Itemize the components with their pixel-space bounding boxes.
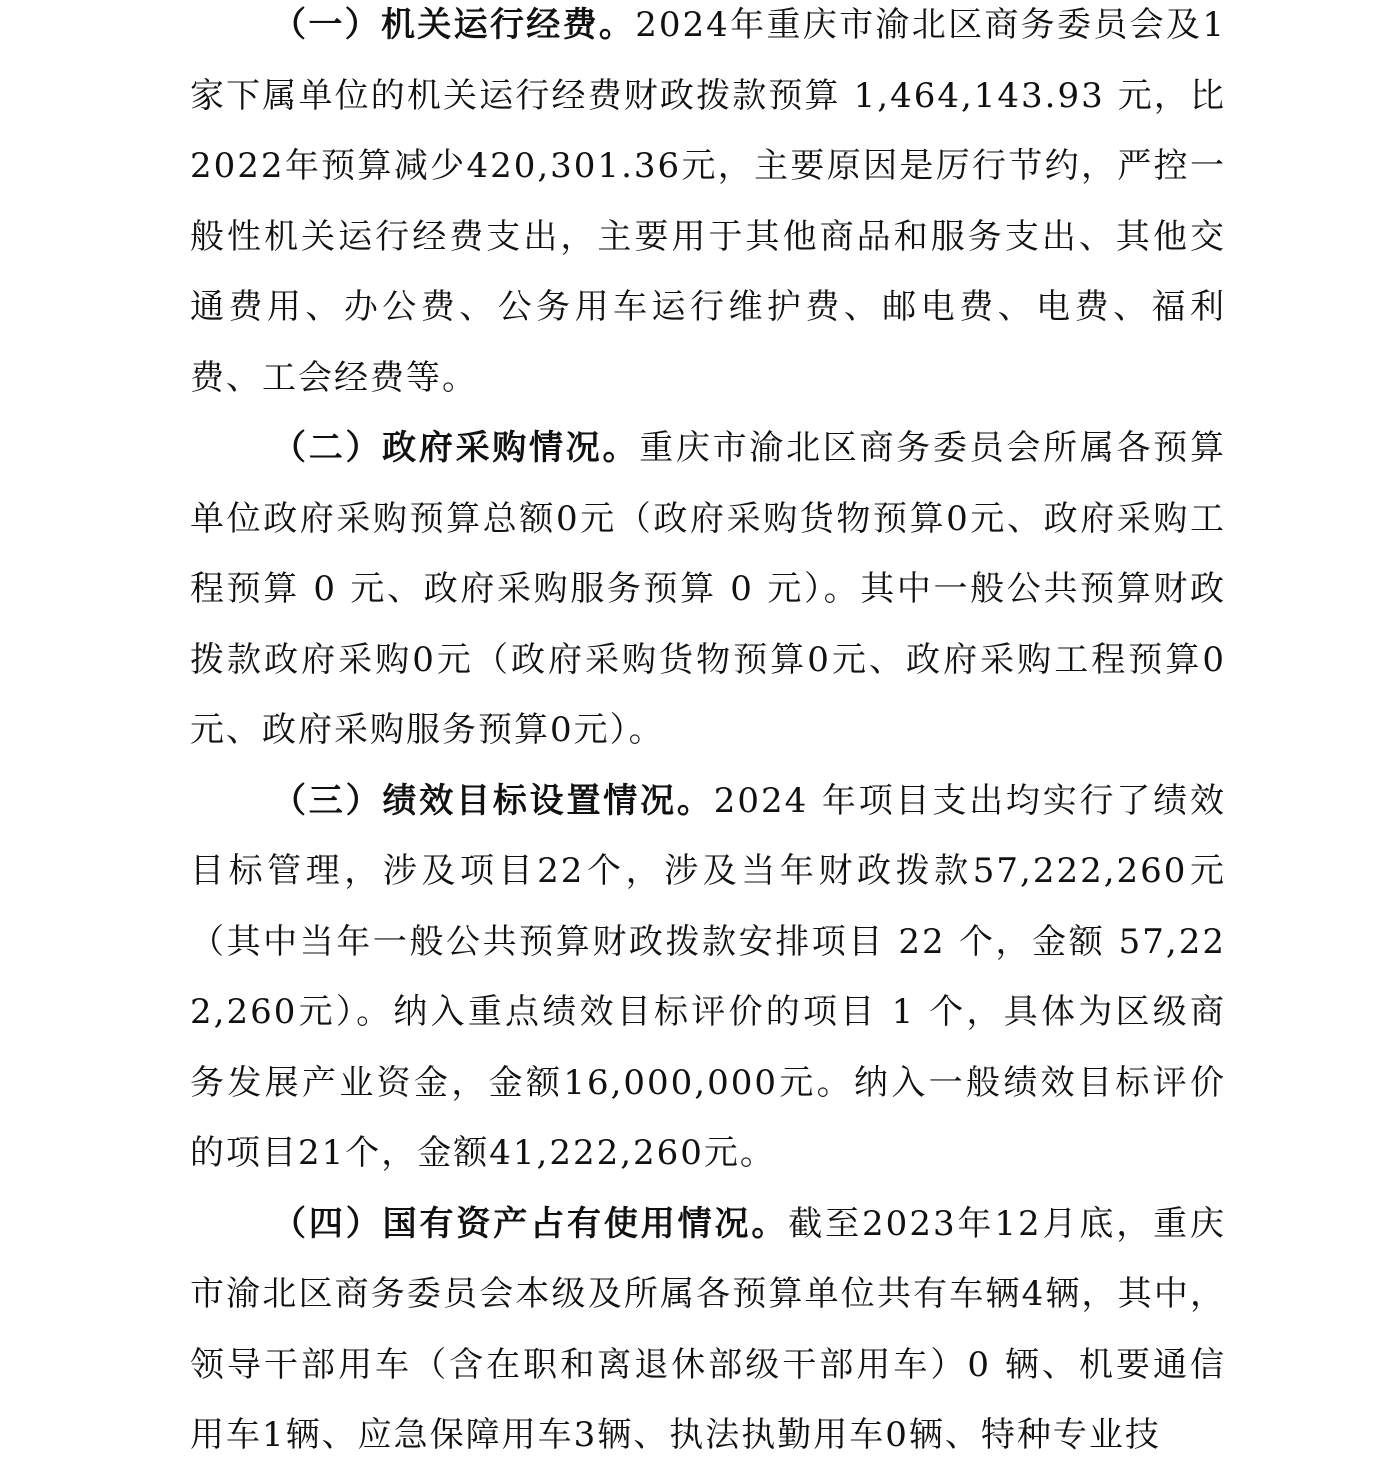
paragraph-heading: （三）绩效目标设置情况。 xyxy=(272,780,714,821)
paragraph-heading: （一）机关运行经费。 xyxy=(272,5,636,45)
paragraph-body: 2024 年项目支出均实行了绩效目标管理，涉及项目22个，涉及当年财政拨款57,222,260元（其中当年一般公共预算财政拨款安排项目 22 个，金额 57,222,260元）。纳入重点绩效目标评价的项目 1 个，具体为区级商务发展产业资金，金额16,000,000元。纳入一般绩效目标评价的项目21个，金额41,222,260元。 xyxy=(190,780,1226,1173)
paragraph-body: 截至2023年12月底，重庆市渝北区商务委员会本级及所属各预算单位共有车辆4辆，其中，领导干部用车（含在职和离退休部级干部用车）0 辆、机要通信用车1辆、应急保障用车3辆、执法执勤用车0辆、特种专业技 xyxy=(190,1203,1226,1455)
paragraph-state-assets xyxy=(190,1189,1226,1471)
paragraph-body: 重庆市渝北区商务委员会所属各预算单位政府采购预算总额0元（政府采购货物预算0元、政府采购工程预算 0 元、政府采购服务预算 0 元）。其中一般公共预算财政拨款政府采购0元（政府采购货物预算0元、政府采购工程预算0元、政府采购服务预算0元）。 xyxy=(190,428,1227,750)
paragraph-performance-targets xyxy=(190,766,1226,1189)
paragraph-heading: （二）政府采购情况。 xyxy=(272,428,640,468)
paragraph-body: 2024年重庆市渝北区商务委员会及1家下属单位的机关运行经费财政拨款预算 1,464,143.93 元，比2022年预算减少420,301.36元，主要原因是厉行节约，严控一般性机关运行经费支出，主要用于其他商品和服务支出、其他交通费用、办公费、公务用车运行维护费、邮电费、电费、福利费、工会经费等。 xyxy=(190,5,1226,398)
paragraph-operating-expenses xyxy=(190,0,1226,413)
paragraph-government-procurement xyxy=(190,413,1226,766)
document-page xyxy=(190,0,1226,1456)
paragraph-heading: （四）国有资产占有使用情况。 xyxy=(272,1203,789,1244)
